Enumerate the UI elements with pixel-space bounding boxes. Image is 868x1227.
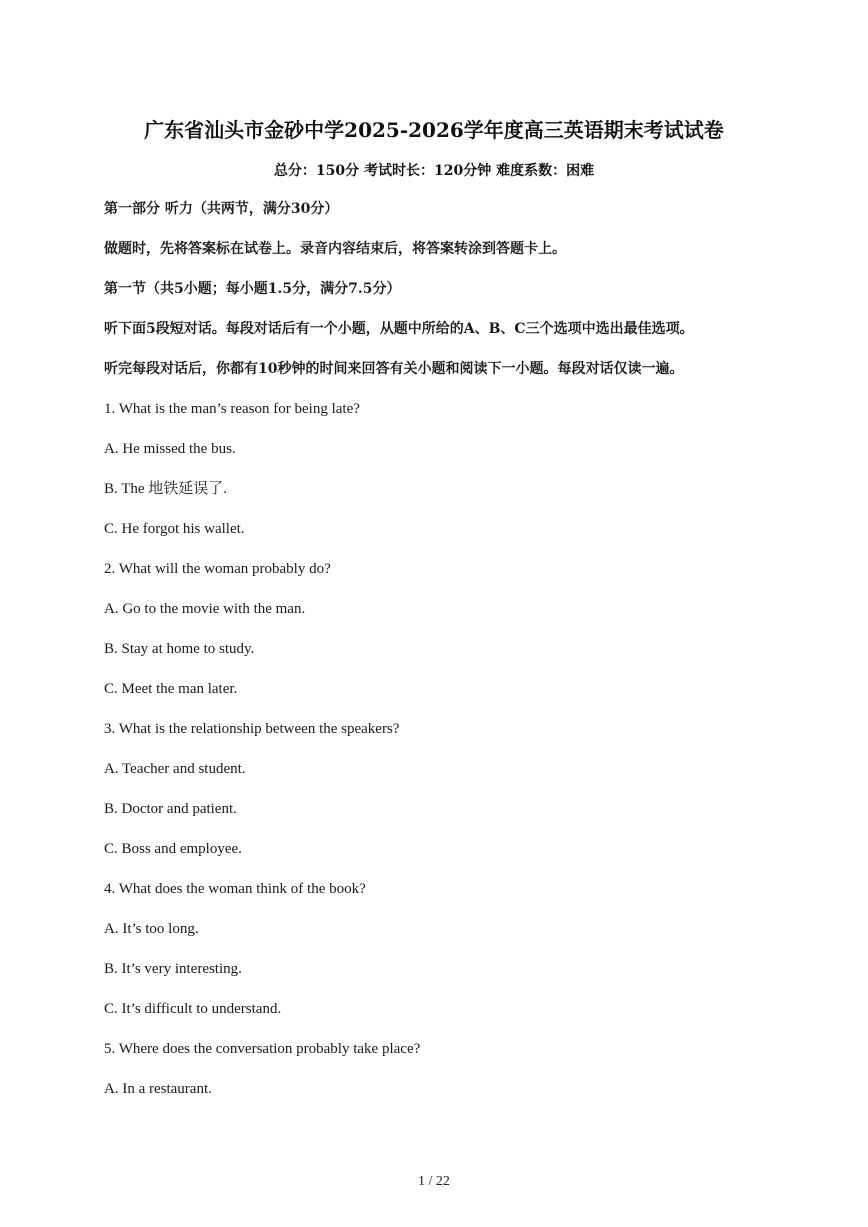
question-3: 3. What is the relationship between the speakers? [104,721,400,737]
option-2a: A. Go to the movie with the man. [104,601,306,617]
page-number: 1 / 22 [418,1174,450,1189]
option-4a: A. It’s too long. [104,921,199,937]
question-2: 2. What will the woman probably do? [104,561,331,577]
option-4c: C. It’s difficult to understand. [104,1001,282,1017]
option-2b: B. Stay at home to study. [104,641,255,657]
option-2c: C. Meet the man later. [104,681,238,697]
option-1a: A. He missed the bus. [104,441,236,457]
option-3a: A. Teacher and student. [104,761,246,777]
question-4: 4. What does the woman think of the book? [104,881,366,897]
option-1b: B. The 地铁延误了. [104,481,228,497]
question-1: 1. What is the man’s reason for being late? [104,401,360,417]
option-5a: A. In a restaurant. [104,1081,212,1097]
instruction-line: 听完每段对话后，你都有10秒钟的时间来回答有关小题和阅读下一小题。每段对话仅读一遍。 [104,361,684,377]
option-4b: B. It’s very interesting. [104,961,242,977]
subsection-heading: 第一节（共5小题；每小题1.5分，满分7.5分） [104,281,401,297]
exam-content [104,197,784,1117]
question-5: 5. Where does the conversation probably take place? [104,1041,421,1057]
section-heading: 第一部分 听力（共两节，满分30分） [104,201,339,217]
option-1c: C. He forgot his wallet. [104,521,245,537]
instruction-line: 做题时，先将答案标在试卷上。录音内容结束后，将答案转涂到答题卡上。 [104,241,566,257]
instruction-line: 听下面5段短对话。每段对话后有一个小题，从题中所给的A、B、C三个选项中选出最佳选项。 [104,321,694,337]
option-3b: B. Doctor and patient. [104,801,237,817]
option-3c: C. Boss and employee. [104,841,242,857]
exam-title: 广东省汕头市金砂中学2025-2026学年度高三英语期末考试试卷 [144,118,724,142]
exam-subtitle: 总分：150分 考试时长：120分钟 难度系数：困难 [273,163,595,179]
